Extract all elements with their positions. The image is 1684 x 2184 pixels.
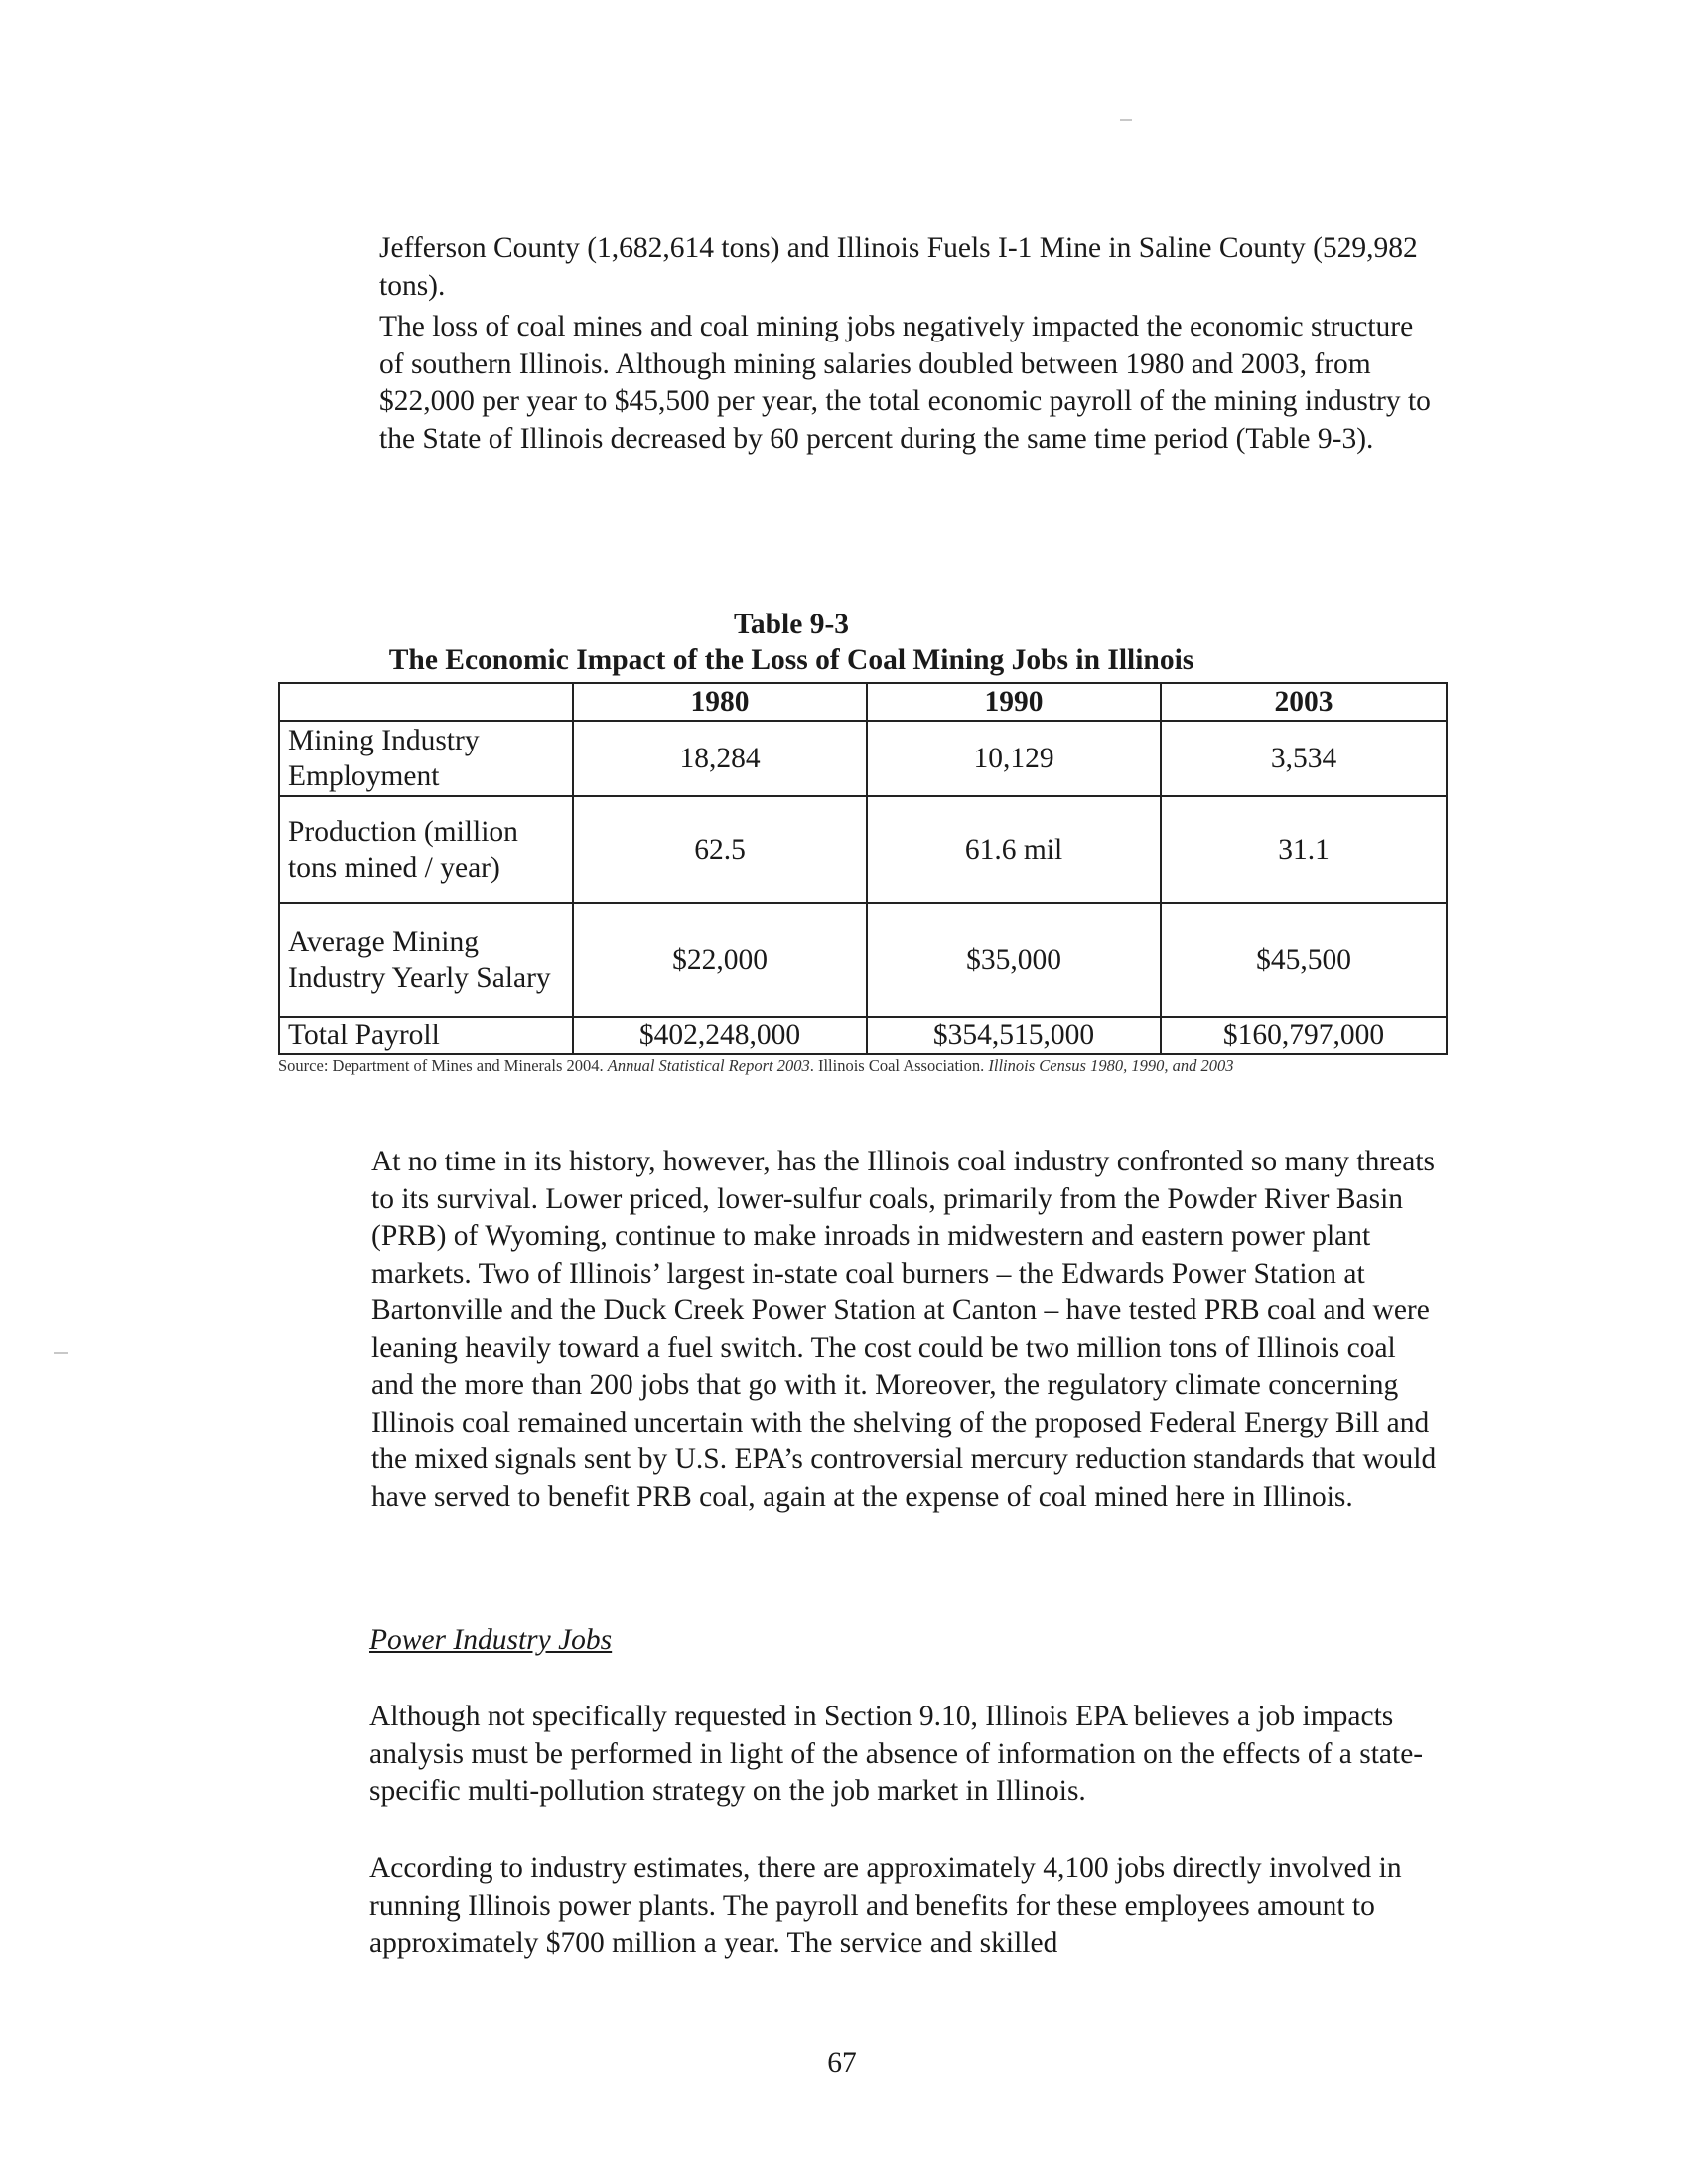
- table-row: [279, 721, 1447, 796]
- page-number: 67: [827, 2047, 857, 2079]
- table-source-note: [278, 1056, 1446, 1076]
- table-row: [279, 903, 1447, 1017]
- table-cell: 62.5: [573, 796, 867, 903]
- table-cell: 61.6 mil: [867, 796, 1161, 903]
- table-header-2003: 2003: [1161, 683, 1447, 721]
- source-report-title: Annual Statistical Report 2003: [607, 1056, 810, 1075]
- table-cell: 10,129: [867, 721, 1161, 796]
- section-subheading: Power Industry Jobs: [369, 1624, 613, 1656]
- coal-mining-impact-table: [278, 682, 1448, 1055]
- table-header-1980: 1980: [573, 683, 867, 721]
- table-cell: 18,284: [573, 721, 867, 796]
- table-number: Table 9-3: [733, 609, 850, 640]
- table-header-1990: 1990: [867, 683, 1161, 721]
- table-header-row: [279, 683, 1447, 721]
- row-label-production: Production (million tons mined / year): [279, 796, 573, 903]
- row-label-payroll: Total Payroll: [279, 1017, 573, 1054]
- table-cell: 3,534: [1161, 721, 1447, 796]
- table-cell: $45,500: [1161, 903, 1447, 1017]
- table-cell: $160,797,000: [1161, 1017, 1447, 1054]
- source-prefix: Source: Department of Mines and Minerals 2004.: [278, 1056, 608, 1075]
- paragraph-job-impacts: Although not specifically requested in Section 9.10, Illinois EPA believes a job impacts analysis must be performed in light of the absence of information on the effects of a state-specific multi-pollution strategy on the job market in Illinois.: [369, 1701, 1424, 1807]
- paragraph-continuation: Jefferson County (1,682,614 tons) and Illinois Fuels I-1 Mine in Saline County (529,982 tons).: [379, 232, 1418, 302]
- table-cell: $354,515,000: [867, 1017, 1161, 1054]
- scan-speck: [1120, 119, 1132, 121]
- paragraph-mining-payroll: The loss of coal mines and coal mining jobs negatively impacted the economic structure of southern Illinois. Although mining salaries doubled between 1980 and 2003, from $22,000 per year to $45,500 per year, the total economic payroll of the mining industry to the State of Illinois decreased by 60 percent during the same time period (Table 9-3).: [379, 311, 1431, 455]
- paragraph-power-plant-jobs: According to industry estimates, there are approximately 4,100 jobs directly involved in running Illinois power plants. The payroll and benefits for these employees amount to approximately $700 million a year. The service and skilled: [369, 1852, 1402, 1959]
- source-census-title: Illinois Census 1980, 1990, and 2003: [988, 1056, 1234, 1075]
- scan-speck: [54, 1352, 68, 1354]
- source-middle: . Illinois Coal Association.: [809, 1056, 989, 1075]
- table-header-blank: [279, 683, 573, 721]
- row-label-employment: Mining Industry Employment: [279, 721, 573, 796]
- table-cell: $35,000: [867, 903, 1161, 1017]
- table-cell: $22,000: [573, 903, 867, 1017]
- row-label-salary: Average Mining Industry Yearly Salary: [279, 903, 573, 1017]
- table-cell: $402,248,000: [573, 1017, 867, 1054]
- table-row: [279, 796, 1447, 903]
- paragraph-coal-threats: At no time in its history, however, has the Illinois coal industry confronted so many threats to its survival. Lower priced, lower-sulfur coals, primarily from the Powder River Basin (PRB) of Wyoming, continue to make inroads in midwestern and eastern power plant markets. Two of Illinois’ largest in-state coal burners – the Edwards Power Station at Bartonville and the Duck Creek Power Station at Canton – have tested PRB coal and were leaning heavily toward a fuel switch. The cost could be two million tons of Illinois coal and the more than 200 jobs that go with it. Moreover, the regulatory climate concerning Illinois coal remained uncertain with the shelving of the proposed Federal Energy Bill and the mixed signals sent by U.S. EPA’s controversial mercury reduction standards that would have served to benefit PRB coal, again at the expense of coal mined here in Illinois.: [371, 1146, 1437, 1513]
- table-cell: 31.1: [1161, 796, 1447, 903]
- table-row: [279, 1017, 1447, 1054]
- table-caption: The Economic Impact of the Loss of Coal Mining Jobs in Illinois: [388, 644, 1194, 676]
